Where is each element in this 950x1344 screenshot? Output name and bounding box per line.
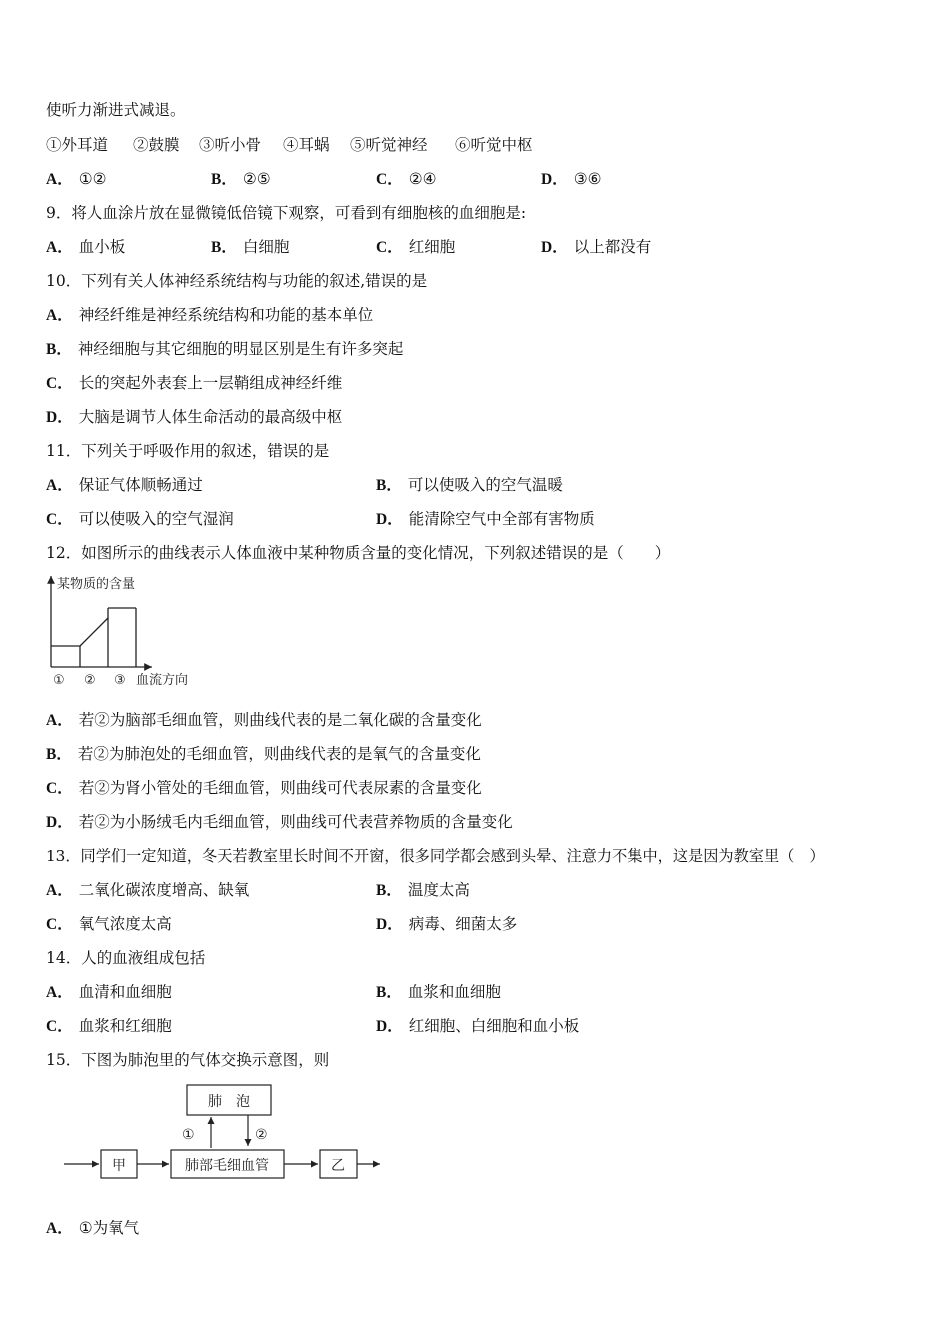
arrow-1-label: ① — [182, 1127, 195, 1143]
q8-continuation: 使听力渐进式减退。 — [46, 101, 186, 119]
q14-option-c[interactable]: C． 血浆和红细胞 — [46, 1017, 172, 1035]
q12-content-graph — [40, 570, 210, 692]
q11-option-b[interactable]: B． 可以使吸入的空气温暖 — [376, 476, 563, 494]
yi-label: 乙 — [331, 1158, 345, 1174]
q12-option-b[interactable]: B． 若②为肺泡处的毛细血管，则曲线代表的是氧气的含量变化 — [46, 745, 481, 763]
q13-stem: 13．同学们一定知道，冬天若教室里长时间不开窗，很多同学都会感到头晕、注意力不集中，这是因为教室里（ ） — [46, 847, 825, 865]
q15-stem: 15．下图为肺泡里的气体交换示意图，则 — [46, 1051, 330, 1069]
capillary-label: 肺部毛细血管 — [185, 1158, 269, 1174]
q12-option-c[interactable]: C． 若②为肾小管处的毛细血管，则曲线可代表尿素的含量变化 — [46, 779, 482, 797]
q9-option-c[interactable]: C． 红细胞 — [376, 238, 456, 256]
q9-option-d[interactable]: D． 以上都没有 — [541, 238, 652, 256]
q11-stem: 11．下列关于呼吸作用的叙述，错误的是 — [46, 442, 330, 460]
y-axis-label: 某物质的含量 — [57, 577, 136, 592]
q10-option-d[interactable]: D． 大脑是调节人体生命活动的最高级中枢 — [46, 408, 343, 426]
q10-option-b[interactable]: B． 神经细胞与其它细胞的明显区别是生有许多突起 — [46, 340, 404, 358]
q14-option-d[interactable]: D． 红细胞、白细胞和血小板 — [376, 1017, 580, 1035]
x-tick-1: ① — [53, 673, 65, 688]
q14-stem: 14．人的血液组成包括 — [46, 949, 206, 967]
q8-item: ⑥听觉中枢 — [455, 136, 533, 154]
q13-option-b[interactable]: B． 温度太高 — [376, 881, 470, 899]
q11-option-a[interactable]: A． 保证气体顺畅通过 — [46, 476, 203, 494]
q8-option-a[interactable]: A． ①② — [46, 170, 107, 188]
alveolus-label: 肺 泡 — [208, 1094, 250, 1110]
q9-stem: 9．将人血涂片放在显微镜低倍镜下观察，可看到有细胞核的血细胞是: — [46, 204, 527, 222]
x-axis-label: 血流方向 — [136, 673, 189, 688]
x-tick-2: ② — [84, 673, 96, 688]
q8-option-c[interactable]: C． ②④ — [376, 170, 437, 188]
q10-option-c[interactable]: C． 长的突起外表套上一层鞘组成神经纤维 — [46, 374, 343, 392]
q12-option-d[interactable]: D． 若②为小肠绒毛内毛细血管，则曲线可代表营养物质的含量变化 — [46, 813, 513, 831]
q10-stem: 10．下列有关人体神经系统结构与功能的叙述,错误的是 — [46, 272, 428, 290]
q15-option-a[interactable]: A． ①为氧气 — [46, 1219, 140, 1237]
curve-segment-2 — [80, 618, 108, 646]
q14-option-b[interactable]: B． 血浆和血细胞 — [376, 983, 501, 1001]
q8-item: ⑤听觉神经 — [350, 136, 428, 154]
q12-option-a[interactable]: A． 若②为脑部毛细血管，则曲线代表的是二氧化碳的含量变化 — [46, 711, 482, 729]
q8-item: ④耳蜗 — [283, 136, 330, 154]
q8-item: ①外耳道 — [46, 136, 109, 154]
q8-item: ③听小骨 — [199, 136, 262, 154]
q9-option-b[interactable]: B． 白细胞 — [211, 238, 290, 256]
q8-option-b[interactable]: B． ②⑤ — [211, 170, 271, 188]
q10-option-a[interactable]: A． 神经纤维是神经系统结构和功能的基本单位 — [46, 306, 374, 324]
q11-option-c[interactable]: C． 可以使吸入的空气湿润 — [46, 510, 234, 528]
q9-option-a[interactable]: A． 血小板 — [46, 238, 126, 256]
q15-gas-exchange-diagram — [60, 1080, 390, 1184]
q8-item: ②鼓膜 — [133, 136, 180, 154]
q13-option-a[interactable]: A． 二氧化碳浓度增高、缺氧 — [46, 881, 250, 899]
jia-label: 甲 — [112, 1158, 126, 1174]
q14-option-a[interactable]: A． 血清和血细胞 — [46, 983, 172, 1001]
q11-option-d[interactable]: D． 能清除空气中全部有害物质 — [376, 510, 595, 528]
arrow-2-label: ② — [255, 1127, 268, 1143]
q13-option-c[interactable]: C． 氧气浓度太高 — [46, 915, 172, 933]
q12-stem: 12．如图所示的曲线表示人体血液中某种物质含量的变化情况，下列叙述错误的是（ ） — [46, 544, 671, 562]
q8-option-d[interactable]: D． ③⑥ — [541, 170, 602, 188]
q13-option-d[interactable]: D． 病毒、细菌太多 — [376, 915, 518, 933]
x-tick-3: ③ — [114, 673, 126, 688]
